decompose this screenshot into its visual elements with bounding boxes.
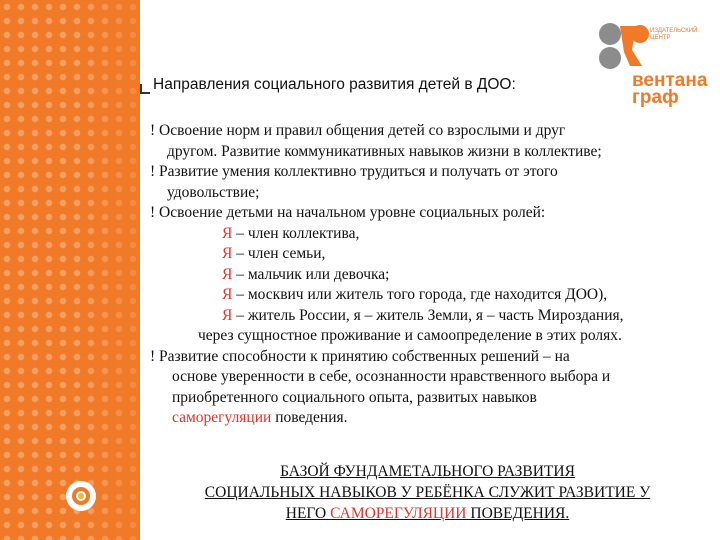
role-line — [150, 265, 695, 286]
title-corner-mark — [140, 84, 150, 94]
list-item-continuation — [150, 408, 695, 429]
role-text: – житель России, я – житель Земли, я – часть Мироздания, — [232, 306, 624, 324]
list-item-continuation: приобретенного социального опыта, развитых навыков — [172, 388, 537, 406]
list-item: ! Освоение норм и правил общения детей со взрослыми и друг — [150, 122, 566, 139]
conclusion-line-3 — [150, 503, 705, 524]
highlighted-term: саморегуляции — [172, 409, 272, 426]
conclusion-line-1: БАЗОЙ ФУНДАМЕТАЛЬНОГО РАЗВИТИЯ — [280, 463, 575, 480]
role-line — [150, 306, 695, 327]
conclusion-line-2: СОЦИАЛЬНЫХ НАВЫКОВ У РЕБЁНКА СЛУЖИТ РАЗВИТИЕ У — [204, 484, 651, 501]
role-pronoun: Я — [222, 224, 233, 242]
role-pronoun: Я — [222, 245, 233, 262]
slide-title: Направления социального развития детей в ДОО: — [153, 76, 516, 93]
directions-list — [150, 121, 695, 429]
list-item-continuation: основе уверенности в себе, осознанности нравственного выбора и — [172, 368, 611, 385]
conclusion-text: НЕГО — [285, 505, 331, 522]
role-pronoun: Я — [222, 265, 233, 283]
logo-line-2: граф — [632, 87, 679, 108]
highlighted-term: САМОРЕГУЛЯЦИИ — [330, 505, 467, 522]
role-text: – член семьи, — [232, 245, 326, 262]
list-item: ! Освоение детьми на начальном уровне социальных ролей: — [150, 204, 546, 221]
logo-line-1: вентана — [632, 70, 708, 91]
role-line — [150, 244, 695, 265]
role-summary: через сущностное проживание и самоопределение в этих ролях. — [198, 327, 622, 344]
conclusion-statement — [150, 461, 705, 524]
logo-small-text: ИЗДАТЕЛЬСКИЙ ЦЕНТР — [650, 28, 698, 41]
role-line — [150, 285, 695, 306]
role-pronoun: Я — [222, 286, 233, 303]
list-item-text: поведения. — [271, 409, 348, 426]
sun-badge-icon — [66, 481, 96, 511]
decorative-side-panel — [0, 0, 140, 540]
conclusion-text: ПОВЕДЕНИЯ. — [466, 505, 570, 522]
role-text: – мальчик или девочка; — [232, 265, 390, 283]
role-text: – москвич или житель того города, где находится ДОО), — [232, 286, 608, 303]
list-item-continuation: удовольствие; — [167, 183, 260, 201]
role-line — [150, 224, 695, 245]
list-item: ! Развитие способности к принятию собственных решений – на — [150, 347, 570, 365]
list-item: ! Развитие умения коллективно трудиться и получать от этого — [150, 163, 558, 180]
publisher-logo — [596, 20, 708, 110]
role-text: – член коллектива, — [232, 224, 360, 242]
role-pronoun: Я — [222, 306, 233, 324]
logo-wordmark — [632, 70, 708, 108]
list-item-continuation: другом. Развитие коммуникативных навыков жизни в коллективе; — [167, 142, 602, 160]
side-panel-edge — [140, 0, 148, 540]
